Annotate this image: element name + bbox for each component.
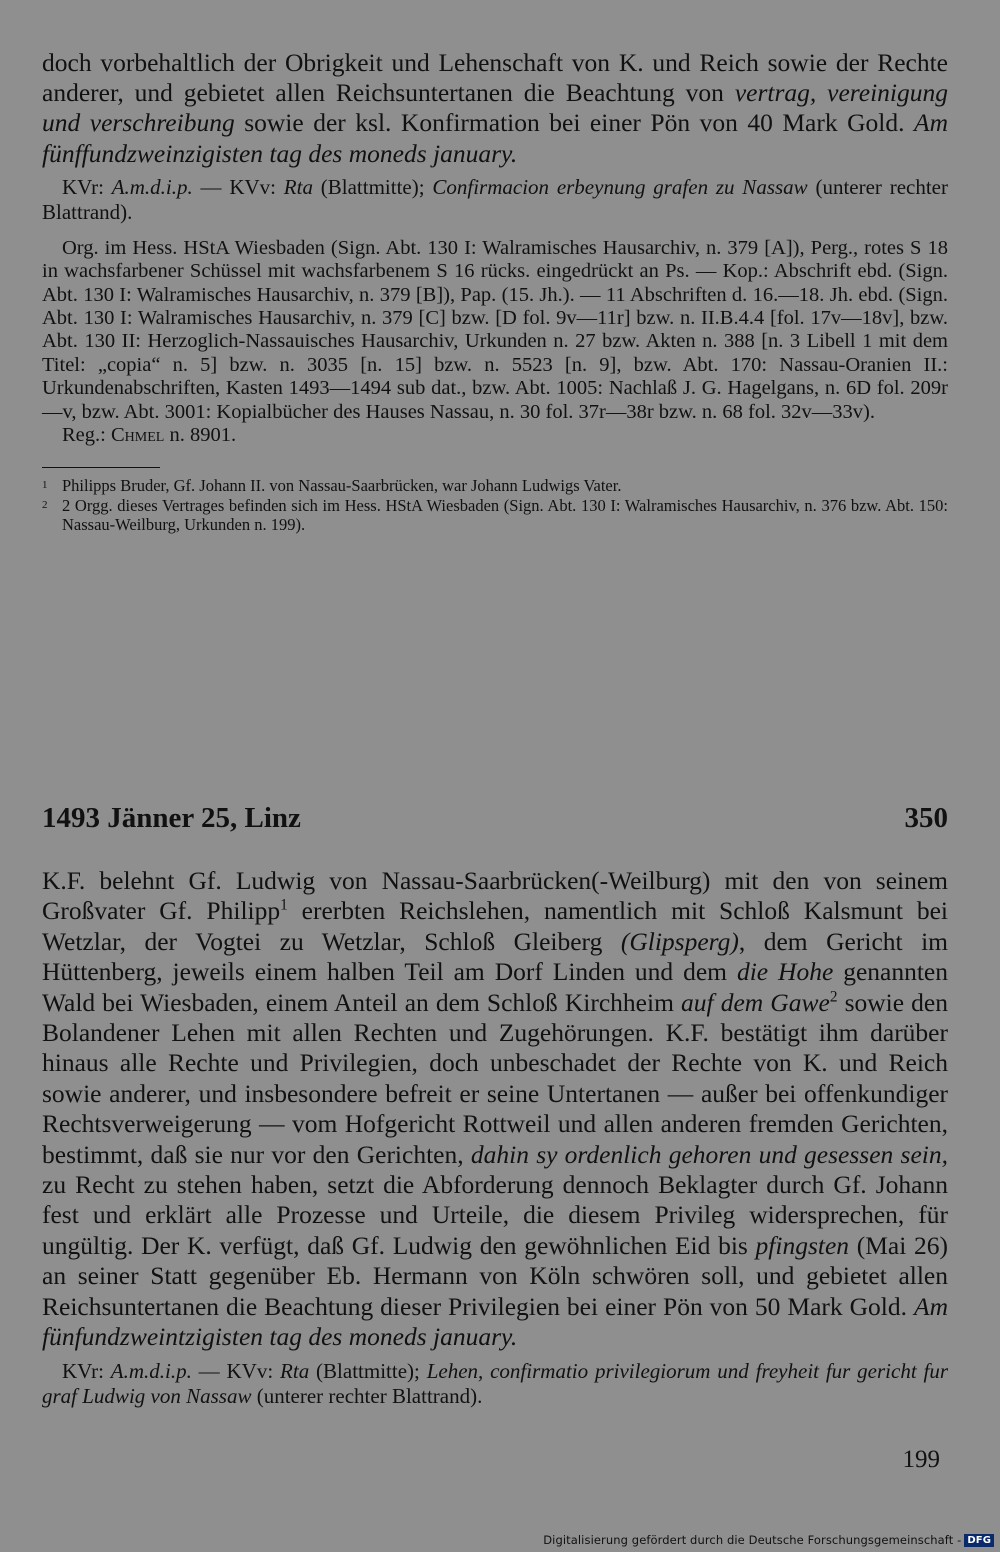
italic-quote: vertrag, vereinigung und verschreibung	[42, 78, 949, 138]
text-run: (Mai 26) an seiner Statt gegenüber Eb. Hermann von Köln schwören soll, und gebietet allen Reichsuntertanen die Beachtung dieser Privilegien bei einer Pön von 50 Mark Gold.	[42, 1230, 949, 1321]
regest-reference	[42, 424, 948, 447]
italic-run: Confirmacion erbeynung grafen zu Nassaw	[432, 174, 808, 199]
italic-run: Rta	[283, 174, 313, 199]
footnote-ref: 1	[280, 896, 288, 914]
italic-run: dahin sy ordenlich gehoren und gesessen sein,	[470, 1139, 948, 1169]
italic-run: Am fünfundzweintzigisten tag des moneds january.	[42, 1291, 948, 1352]
text-run: — KVv:	[192, 174, 284, 199]
text-run: (Blattmitte);	[309, 1358, 427, 1383]
italic-run: auf dem Gawe	[681, 987, 830, 1017]
text-run: , dem Gericht im Hüttenberg, jeweils einem halben Teil am Dorf Linden und dem	[42, 926, 948, 987]
footnote-divider	[42, 467, 160, 468]
italic-run: die Hohe	[736, 957, 834, 987]
footnote-2	[42, 496, 948, 535]
text-run: (unterer rechter Blattrand).	[42, 174, 948, 224]
text-run: n. 8901.	[164, 424, 237, 447]
footnote-text: 2 Orgg. dieses Vertrages befinden sich im Hess. HStA Wiesbaden (Sign. Abt. 130 I: Walramisches Hausarchiv, n. 376 bzw. Abt. 150: Nassau-Weilburg, Urkunden n. 199).	[62, 495, 948, 535]
text-run: K.F. belehnt Gf. Ludwig von Nassau-Saarbrücken(-Weilburg) mit den von seinem Großvater Gf. Philipp	[42, 866, 948, 926]
text-run: ererbten Reichslehen, namentlich mit Schloß Kalsmunt bei Wetzlar, der Vogtei zu Wetzlar, Schloß Gleiberg	[42, 896, 948, 956]
text-run: genannten Wald bei Wiesbaden, einem Anteil an dem Schloß Kirchheim	[42, 957, 949, 1017]
text-run: (unterer rechter Blattrand).	[251, 1383, 483, 1408]
footnote-mark: 2	[42, 498, 48, 511]
text-run: KVr:	[62, 174, 112, 199]
dfg-credit-text: Digitalisierung gefördert durch die Deutsche Forschungsgemeinschaft -	[543, 1533, 962, 1547]
italic-date: Am fünffundzweinzigisten tag des moneds january.	[42, 108, 948, 168]
italic-run: Lehen, confirmatio privilegiorum und freyheit fur gericht fur graf Ludwig von Nassaw	[42, 1358, 949, 1408]
entry-number: 350	[904, 802, 948, 834]
page-number: 199	[902, 1446, 940, 1473]
footnote-ref: 2	[829, 988, 838, 1006]
kanzleivermerk	[42, 175, 948, 225]
italic-run: pfingsten	[755, 1230, 850, 1260]
italic-run: (Glipsperg)	[620, 926, 739, 956]
text-run: zu Recht zu stehen haben, setzt die Abforderung dennoch Beklagter durch Gf. Johann fest und erklärt alle Prozesse und Urteile, die diesem Privileg widersprechen, für ungültig. Der K. verfügt, daß Gf. Ludwig den gewöhnlichen Eid bis	[42, 1170, 948, 1260]
top-section	[42, 48, 948, 535]
italic-run: Rta	[280, 1358, 310, 1383]
italic-run: A.m.d.i.p.	[110, 1358, 192, 1383]
italic-run: A.m.d.i.p.	[111, 174, 193, 199]
entry-summary	[42, 866, 948, 1353]
text-run: sowie den Bolandener Lehen mit allen Rechten und Zugehörungen. K.F. bestätigt ihm darüber hinaus alle Rechte und Privilegien, doch unbeschadet der Rechte von K. und Reich sowie anderer, und insbesondere befreit er seine Untertanen — außer bei offenkundiger Rechtsverweigerung — vom Hofgericht Rottweil und allen anderen fremden Gerichten, bestimmt, daß sie nur vor den Gerichten,	[42, 987, 949, 1169]
text-run: (Blattmitte);	[312, 174, 433, 199]
footnote-mark: 1	[42, 479, 48, 492]
footnote-1	[42, 476, 948, 496]
entry-date-place: 1493 Jänner 25, Linz	[42, 802, 301, 834]
text-run: Reg.:	[62, 424, 111, 447]
continued-paragraph	[42, 48, 948, 169]
dfg-credit	[543, 1533, 994, 1547]
entry-heading	[42, 802, 948, 842]
text-run: doch vorbehaltlich der Obrigkeit und Lehenschaft von K. und Reich sowie der Rechte anderer, und gebietet allen Reichsuntertanen die Beachtung von	[42, 48, 948, 108]
text-run: — KVv:	[191, 1358, 281, 1383]
entry-kanzleivermerk	[42, 1359, 948, 1409]
author-smallcaps: Chmel	[110, 424, 165, 447]
original-and-copies: Org. im Hess. HStA Wiesbaden (Sign. Abt. 130 I: Walramisches Hausarchiv, n. 379 [A]), Perg., rotes S 18 in wachsfarbener Schüssel mit wachsfarbenem S 16 rücks. eingedrückt an Ps. — Kop.: Abschrift ebd. (Sign. Abt. 130 I: Walramisches Hausarchiv, n. 379 [B]), Pap. (15. Jh.). — 11 Abschriften d. 16.—18. Jh. ebd. (Sign. Abt. 130 I: Walramisches Hausarchiv, n. 379 [C] bzw. [D fol. 9v—11r] bzw. n. II.B.4.4 [fol. 17v—18v], bzw. Abt. 130 II: Herzoglich-Nassauisches Hausarchiv, Urkunden n. 27 bzw. Akten n. 388 [n. 3 Libell 1 mit dem Titel: „copia“ n. 5] bzw. n. 3035 [n. 15] bzw. n. 5523 [n. 9], bzw. Abt. 170: Nassau-Oranien II.: Urkundenabschriften, Kasten 1493—1494 sub dat., bzw. Abt. 1005: Nachlaß J. G. Hagelgans, n. 6D fol. 209r—v, bzw. Abt. 3001: Kopialbücher des Hauses Nassau, n. 30 fol. 37r—38r bzw. n. 68 fol. 32v—33v).	[42, 236, 948, 423]
dfg-logo-icon: DFG	[964, 1534, 994, 1547]
entry-350	[42, 866, 948, 1409]
text-run: sowie der ksl. Konfirmation bei einer Pön von 40 Mark Gold.	[234, 108, 914, 138]
footnote-text: Philipps Bruder, Gf. Johann II. von Nassau-Saarbrücken, war Johann Ludwigs Vater.	[62, 476, 622, 496]
text-run: KVr:	[62, 1358, 111, 1383]
